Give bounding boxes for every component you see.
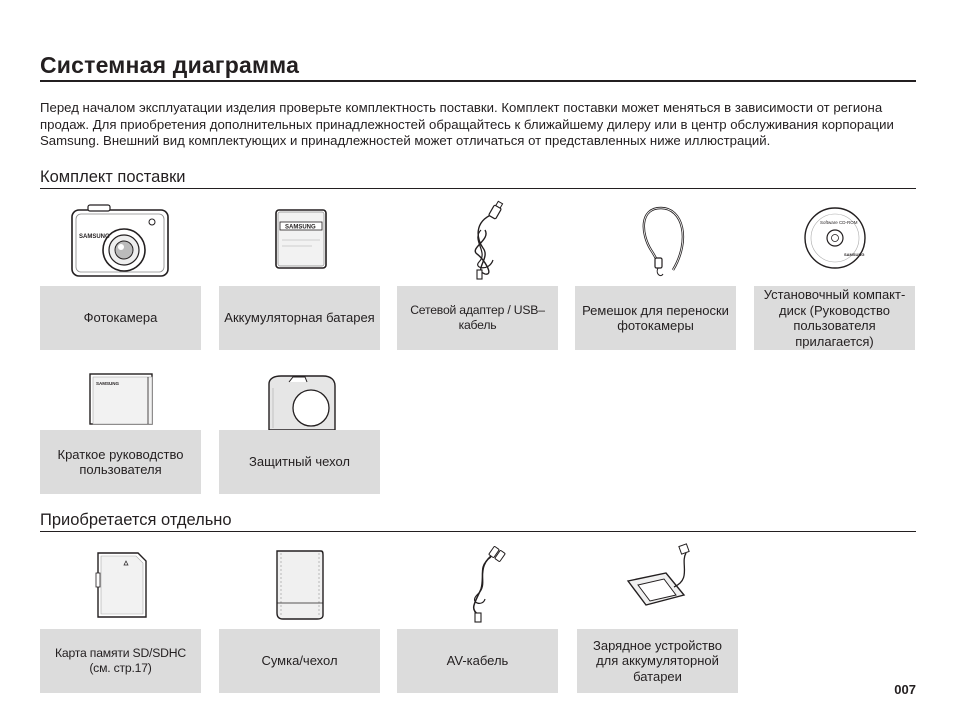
camera-brand-text: SAMSUNG	[78, 234, 110, 240]
included-item-label: Краткое руководство пользователя	[40, 430, 201, 494]
charger-icon	[577, 543, 738, 629]
section-optional-heading: Приобретается отдельно	[40, 511, 916, 532]
manual-icon	[40, 344, 201, 430]
intro-paragraph: Перед началом эксплуатации изделия проверьте комплектность поставки. Комплект поставки может меняться в зависимости от региона продаж. Для приобретения дополнительных принадлежностей обращайтесь к ближайшему дилеру или в центр обслуживания корпорации Samsung. Внешний вид комплектующих и принадлежностей может отличаться от представленных ниже иллюстраций.	[40, 100, 894, 148]
included-item-label: Фотокамера	[40, 286, 201, 350]
protective-case-icon	[219, 344, 380, 430]
cd-label-text: Software CD-ROM	[819, 220, 858, 225]
bag-icon	[219, 543, 380, 629]
included-item-label: Сетевой адаптер / USB–кабель	[397, 286, 558, 350]
usb-cable-icon	[397, 200, 558, 286]
strap-icon	[575, 200, 736, 286]
optional-item-label: Зарядное устройство для аккумуляторной батареи	[577, 629, 738, 693]
optional-item-label: Сумка/чехол	[219, 629, 380, 693]
optional-item-label: Карта памяти SD/SDHC (см. стр.17)	[40, 629, 201, 693]
section-included-heading: Комплект поставки	[40, 168, 916, 189]
battery-brand-text: SAMSUNG	[284, 224, 316, 231]
included-item-label: Аккумуляторная батарея	[219, 286, 380, 350]
title-divider	[40, 80, 916, 82]
cd-brand-text: SAMSUNG	[843, 252, 864, 257]
manual-brand-text: SAMSUNG	[95, 381, 119, 386]
sd-card-icon	[40, 543, 201, 629]
battery-icon	[219, 200, 380, 286]
av-cable-icon	[397, 543, 558, 629]
page-number: 007	[894, 682, 916, 697]
camera-icon	[40, 200, 201, 286]
optional-item-label: AV-кабель	[397, 629, 558, 693]
included-item-label: Установочный компакт-диск (Руководство пользователя прилагается)	[754, 286, 915, 350]
cd-icon	[754, 200, 915, 286]
included-item-label: Защитный чехол	[219, 430, 380, 494]
included-item-label: Ремешок для переноски фотокамеры	[575, 286, 736, 350]
page-title: Системная диаграмма	[40, 52, 300, 78]
